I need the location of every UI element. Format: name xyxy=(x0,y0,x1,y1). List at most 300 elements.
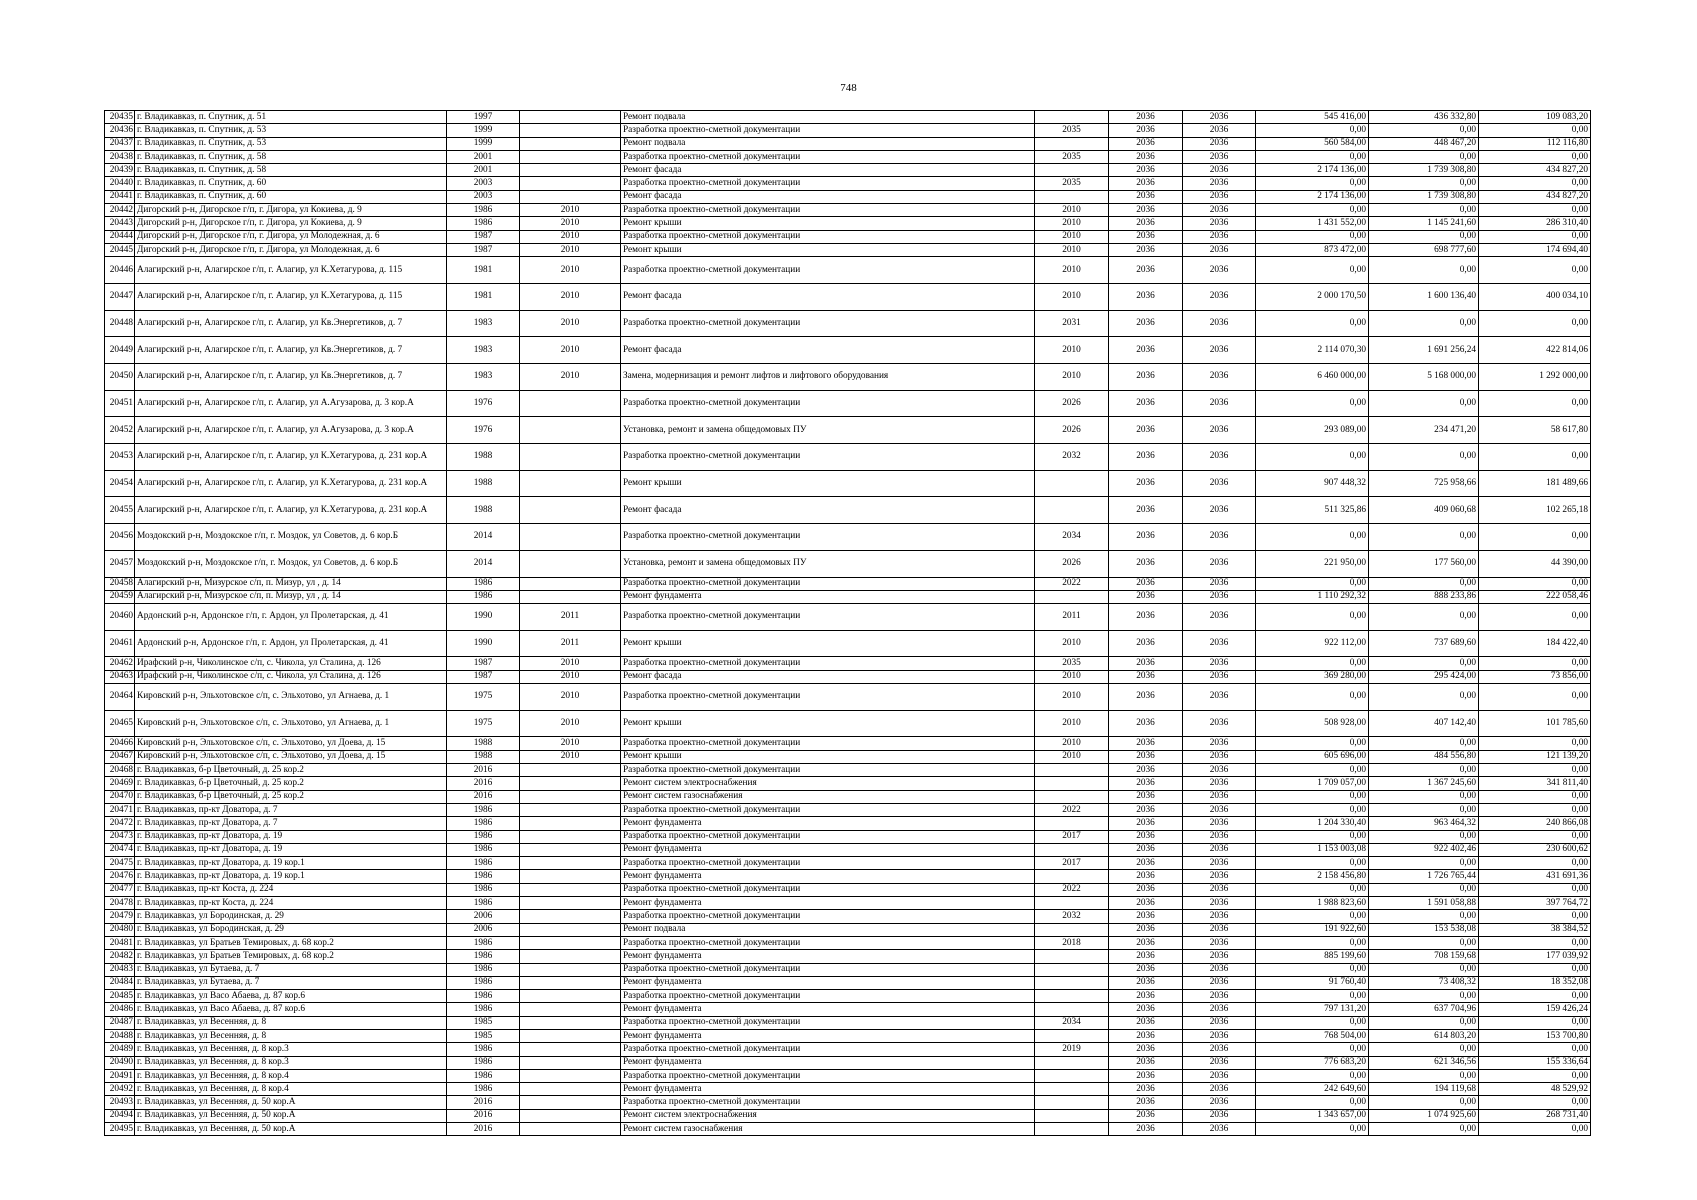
end-year-cell: 2036 xyxy=(1183,364,1256,391)
owner-cost-cell: 0,00 xyxy=(1479,150,1591,163)
owner-cost-cell: 174 694,40 xyxy=(1479,243,1591,256)
owner-cost-cell: 341 811,40 xyxy=(1479,777,1591,790)
fund-cost-cell: 621 346,56 xyxy=(1369,1056,1479,1069)
last-repair-year-cell xyxy=(520,390,621,417)
fund-cost-cell: 409 060,68 xyxy=(1369,497,1479,524)
last-repair-year-cell xyxy=(520,497,621,524)
table-row xyxy=(105,710,1591,737)
plan-year-cell xyxy=(1035,963,1109,976)
total-cost-cell: 0,00 xyxy=(1256,657,1369,670)
start-year-cell: 2036 xyxy=(1109,803,1183,816)
last-repair-year-cell: 2011 xyxy=(520,604,621,631)
build-year-cell: 1987 xyxy=(447,230,520,243)
fund-cost-cell: 1 591 058,88 xyxy=(1369,897,1479,910)
address-cell: Ирафский р-н, Чиколинское с/п, с. Чикола, ул Сталина, д. 126 xyxy=(135,670,447,683)
work-type-cell: Ремонт фундамента xyxy=(621,1003,1035,1016)
last-repair-year-cell xyxy=(520,1109,621,1122)
row-number-cell: 20464 xyxy=(105,684,135,711)
total-cost-cell: 6 460 000,00 xyxy=(1256,364,1369,391)
build-year-cell: 1986 xyxy=(447,590,520,603)
start-year-cell: 2036 xyxy=(1109,124,1183,137)
start-year-cell: 2036 xyxy=(1109,1109,1183,1122)
fund-cost-cell: 0,00 xyxy=(1369,910,1479,923)
row-number-cell: 20466 xyxy=(105,737,135,750)
end-year-cell: 2036 xyxy=(1183,590,1256,603)
total-cost-cell: 1 709 057,00 xyxy=(1256,777,1369,790)
end-year-cell: 2036 xyxy=(1183,963,1256,976)
owner-cost-cell: 0,00 xyxy=(1479,830,1591,843)
row-number-cell: 20448 xyxy=(105,310,135,337)
plan-year-cell: 2010 xyxy=(1035,337,1109,364)
work-type-cell: Ремонт систем электроснабжения xyxy=(621,1109,1035,1122)
plan-year-cell xyxy=(1035,1056,1109,1069)
table-row xyxy=(105,803,1591,816)
table-row xyxy=(105,164,1591,177)
last-repair-year-cell xyxy=(520,1043,621,1056)
address-cell: г. Владикавказ, п. Спутник, д. 53 xyxy=(135,137,447,150)
fund-cost-cell: 407 142,40 xyxy=(1369,710,1479,737)
owner-cost-cell: 0,00 xyxy=(1479,803,1591,816)
address-cell: г. Владикавказ, ул Весенняя, д. 50 кор.А xyxy=(135,1109,447,1122)
start-year-cell: 2036 xyxy=(1109,923,1183,936)
build-year-cell: 1986 xyxy=(447,217,520,230)
table-row xyxy=(105,150,1591,163)
address-cell: Дигорский р-н, Дигорское г/п, г. Дигора, ул Кокиева, д. 9 xyxy=(135,217,447,230)
owner-cost-cell: 112 116,80 xyxy=(1479,137,1591,150)
fund-cost-cell: 0,00 xyxy=(1369,124,1479,137)
build-year-cell: 1986 xyxy=(447,883,520,896)
work-type-cell: Разработка проектно-сметной документации xyxy=(621,1016,1035,1029)
start-year-cell: 2036 xyxy=(1109,444,1183,471)
work-type-cell: Разработка проектно-сметной документации xyxy=(621,577,1035,590)
end-year-cell: 2036 xyxy=(1183,230,1256,243)
last-repair-year-cell: 2010 xyxy=(520,337,621,364)
fund-cost-cell: 0,00 xyxy=(1369,177,1479,190)
row-number-cell: 20472 xyxy=(105,817,135,830)
owner-cost-cell: 0,00 xyxy=(1479,963,1591,976)
fund-cost-cell: 0,00 xyxy=(1369,444,1479,471)
build-year-cell: 1985 xyxy=(447,1016,520,1029)
owner-cost-cell: 431 691,36 xyxy=(1479,870,1591,883)
fund-cost-cell: 0,00 xyxy=(1369,204,1479,217)
row-number-cell: 20479 xyxy=(105,910,135,923)
start-year-cell: 2036 xyxy=(1109,1056,1183,1069)
fund-cost-cell: 0,00 xyxy=(1369,963,1479,976)
total-cost-cell: 0,00 xyxy=(1256,524,1369,551)
end-year-cell: 2036 xyxy=(1183,137,1256,150)
total-cost-cell: 0,00 xyxy=(1256,1123,1369,1136)
total-cost-cell: 0,00 xyxy=(1256,990,1369,1003)
end-year-cell: 2036 xyxy=(1183,923,1256,936)
table-row xyxy=(105,1069,1591,1082)
work-type-cell: Разработка проектно-сметной документации xyxy=(621,684,1035,711)
start-year-cell: 2036 xyxy=(1109,1096,1183,1109)
build-year-cell: 1988 xyxy=(447,470,520,497)
start-year-cell: 2036 xyxy=(1109,630,1183,657)
row-number-cell: 20457 xyxy=(105,550,135,577)
build-year-cell: 1986 xyxy=(447,817,520,830)
owner-cost-cell: 0,00 xyxy=(1479,124,1591,137)
row-number-cell: 20453 xyxy=(105,444,135,471)
work-type-cell: Разработка проектно-сметной документации xyxy=(621,204,1035,217)
fund-cost-cell: 0,00 xyxy=(1369,1096,1479,1109)
start-year-cell: 2036 xyxy=(1109,657,1183,670)
table-row xyxy=(105,137,1591,150)
work-type-cell: Ремонт фасада xyxy=(621,190,1035,203)
total-cost-cell: 0,00 xyxy=(1256,1069,1369,1082)
address-cell: Алагирский р-н, Мизурское с/п, п. Мизур, ул , д. 14 xyxy=(135,577,447,590)
last-repair-year-cell xyxy=(520,177,621,190)
end-year-cell: 2036 xyxy=(1183,190,1256,203)
plan-year-cell: 2026 xyxy=(1035,390,1109,417)
row-number-cell: 20441 xyxy=(105,190,135,203)
fund-cost-cell: 0,00 xyxy=(1369,990,1479,1003)
total-cost-cell: 0,00 xyxy=(1256,790,1369,803)
total-cost-cell: 91 760,40 xyxy=(1256,976,1369,989)
plan-year-cell xyxy=(1035,976,1109,989)
build-year-cell: 1986 xyxy=(447,857,520,870)
total-cost-cell: 873 472,00 xyxy=(1256,243,1369,256)
table-row xyxy=(105,830,1591,843)
fund-cost-cell: 1 691 256,24 xyxy=(1369,337,1479,364)
table-row xyxy=(105,1029,1591,1042)
owner-cost-cell: 0,00 xyxy=(1479,177,1591,190)
plan-year-cell xyxy=(1035,870,1109,883)
fund-cost-cell: 0,00 xyxy=(1369,150,1479,163)
last-repair-year-cell xyxy=(520,111,621,124)
owner-cost-cell: 0,00 xyxy=(1479,910,1591,923)
table-row xyxy=(105,524,1591,551)
address-cell: г. Владикавказ, п. Спутник, д. 53 xyxy=(135,124,447,137)
work-type-cell: Ремонт фундамента xyxy=(621,843,1035,856)
fund-cost-cell: 0,00 xyxy=(1369,684,1479,711)
plan-year-cell xyxy=(1035,1003,1109,1016)
work-type-cell: Ремонт фундамента xyxy=(621,590,1035,603)
total-cost-cell: 1 204 330,40 xyxy=(1256,817,1369,830)
address-cell: г. Владикавказ, п. Спутник, д. 58 xyxy=(135,164,447,177)
start-year-cell: 2036 xyxy=(1109,337,1183,364)
end-year-cell: 2036 xyxy=(1183,936,1256,949)
start-year-cell: 2036 xyxy=(1109,963,1183,976)
last-repair-year-cell xyxy=(520,1096,621,1109)
build-year-cell: 1986 xyxy=(447,976,520,989)
owner-cost-cell: 0,00 xyxy=(1479,1096,1591,1109)
start-year-cell: 2036 xyxy=(1109,524,1183,551)
work-type-cell: Ремонт подвала xyxy=(621,111,1035,124)
work-type-cell: Ремонт фундамента xyxy=(621,897,1035,910)
build-year-cell: 1976 xyxy=(447,390,520,417)
total-cost-cell: 1 153 003,08 xyxy=(1256,843,1369,856)
build-year-cell: 1976 xyxy=(447,417,520,444)
fund-cost-cell: 1 739 308,80 xyxy=(1369,190,1479,203)
table-row xyxy=(105,857,1591,870)
plan-year-cell: 2032 xyxy=(1035,444,1109,471)
end-year-cell: 2036 xyxy=(1183,164,1256,177)
build-year-cell: 1999 xyxy=(447,137,520,150)
table-row xyxy=(105,897,1591,910)
fund-cost-cell: 922 402,46 xyxy=(1369,843,1479,856)
build-year-cell: 1986 xyxy=(447,950,520,963)
build-year-cell: 2003 xyxy=(447,190,520,203)
address-cell: г. Владикавказ, ул Весенняя, д. 8 кор.4 xyxy=(135,1083,447,1096)
address-cell: г. Владикавказ, пр-кт Доватора, д. 7 xyxy=(135,817,447,830)
table-row xyxy=(105,1056,1591,1069)
end-year-cell: 2036 xyxy=(1183,684,1256,711)
total-cost-cell: 0,00 xyxy=(1256,857,1369,870)
end-year-cell: 2036 xyxy=(1183,470,1256,497)
row-number-cell: 20470 xyxy=(105,790,135,803)
build-year-cell: 1983 xyxy=(447,310,520,337)
last-repair-year-cell: 2010 xyxy=(520,283,621,310)
total-cost-cell: 2 114 070,30 xyxy=(1256,337,1369,364)
plan-year-cell xyxy=(1035,990,1109,1003)
address-cell: г. Владикавказ, ул Весенняя, д. 8 xyxy=(135,1029,447,1042)
fund-cost-cell: 0,00 xyxy=(1369,1043,1479,1056)
last-repair-year-cell xyxy=(520,777,621,790)
last-repair-year-cell xyxy=(520,164,621,177)
plan-year-cell xyxy=(1035,137,1109,150)
table-row xyxy=(105,364,1591,391)
table-row xyxy=(105,670,1591,683)
plan-year-cell: 2018 xyxy=(1035,936,1109,949)
start-year-cell: 2036 xyxy=(1109,111,1183,124)
work-type-cell: Ремонт крыши xyxy=(621,710,1035,737)
plan-year-cell xyxy=(1035,590,1109,603)
end-year-cell: 2036 xyxy=(1183,897,1256,910)
table-row xyxy=(105,337,1591,364)
fund-cost-cell: 484 556,80 xyxy=(1369,750,1479,763)
plan-year-cell: 2010 xyxy=(1035,230,1109,243)
last-repair-year-cell xyxy=(520,470,621,497)
owner-cost-cell: 181 489,66 xyxy=(1479,470,1591,497)
last-repair-year-cell xyxy=(520,950,621,963)
build-year-cell: 1988 xyxy=(447,444,520,471)
last-repair-year-cell xyxy=(520,843,621,856)
work-type-cell: Разработка проектно-сметной документации xyxy=(621,150,1035,163)
fund-cost-cell: 0,00 xyxy=(1369,657,1479,670)
total-cost-cell: 0,00 xyxy=(1256,257,1369,284)
start-year-cell: 2036 xyxy=(1109,590,1183,603)
owner-cost-cell: 286 310,40 xyxy=(1479,217,1591,230)
address-cell: Ардонский р-н, Ардонское г/п, г. Ардон, ул Пролетарская, д. 41 xyxy=(135,630,447,657)
row-number-cell: 20455 xyxy=(105,497,135,524)
work-type-cell: Ремонт крыши xyxy=(621,750,1035,763)
total-cost-cell: 885 199,60 xyxy=(1256,950,1369,963)
plan-year-cell xyxy=(1035,1123,1109,1136)
last-repair-year-cell: 2010 xyxy=(520,230,621,243)
owner-cost-cell: 18 352,08 xyxy=(1479,976,1591,989)
plan-year-cell xyxy=(1035,190,1109,203)
address-cell: Кировский р-н, Эльхотовское с/п, с. Эльхотово, ул Доева, д. 15 xyxy=(135,737,447,750)
end-year-cell: 2036 xyxy=(1183,830,1256,843)
owner-cost-cell: 153 700,80 xyxy=(1479,1029,1591,1042)
build-year-cell: 2016 xyxy=(447,764,520,777)
address-cell: г. Владикавказ, пр-кт Доватора, д. 19 кор.1 xyxy=(135,857,447,870)
last-repair-year-cell xyxy=(520,897,621,910)
end-year-cell: 2036 xyxy=(1183,550,1256,577)
end-year-cell: 2036 xyxy=(1183,670,1256,683)
row-number-cell: 20471 xyxy=(105,803,135,816)
row-number-cell: 20449 xyxy=(105,337,135,364)
plan-year-cell: 2010 xyxy=(1035,257,1109,284)
work-type-cell: Разработка проектно-сметной документации xyxy=(621,883,1035,896)
build-year-cell: 2001 xyxy=(447,164,520,177)
work-type-cell: Разработка проектно-сметной документации xyxy=(621,444,1035,471)
last-repair-year-cell: 2010 xyxy=(520,243,621,256)
owner-cost-cell: 0,00 xyxy=(1479,577,1591,590)
work-type-cell: Разработка проектно-сметной документации xyxy=(621,1069,1035,1082)
end-year-cell: 2036 xyxy=(1183,111,1256,124)
plan-year-cell xyxy=(1035,817,1109,830)
owner-cost-cell: 58 617,80 xyxy=(1479,417,1591,444)
start-year-cell: 2036 xyxy=(1109,190,1183,203)
build-year-cell: 1986 xyxy=(447,1056,520,1069)
table-row xyxy=(105,777,1591,790)
owner-cost-cell: 0,00 xyxy=(1479,1043,1591,1056)
start-year-cell: 2036 xyxy=(1109,470,1183,497)
owner-cost-cell: 0,00 xyxy=(1479,230,1591,243)
row-number-cell: 20459 xyxy=(105,590,135,603)
fund-cost-cell: 0,00 xyxy=(1369,310,1479,337)
last-repair-year-cell: 2010 xyxy=(520,364,621,391)
fund-cost-cell: 194 119,68 xyxy=(1369,1083,1479,1096)
fund-cost-cell: 0,00 xyxy=(1369,1123,1479,1136)
end-year-cell: 2036 xyxy=(1183,1109,1256,1122)
plan-year-cell xyxy=(1035,111,1109,124)
table-row xyxy=(105,590,1591,603)
address-cell: Алагирский р-н, Алагирское г/п, г. Алагир, ул К.Хетагурова, д. 231 кор.А xyxy=(135,497,447,524)
address-cell: г. Владикавказ, б-р Цветочный, д. 25 кор.2 xyxy=(135,764,447,777)
owner-cost-cell: 0,00 xyxy=(1479,737,1591,750)
address-cell: Алагирский р-н, Алагирское г/п, г. Алагир, ул Кв.Энергетиков, д. 7 xyxy=(135,337,447,364)
fund-cost-cell: 614 803,20 xyxy=(1369,1029,1479,1042)
build-year-cell: 1986 xyxy=(447,1083,520,1096)
table-row xyxy=(105,444,1591,471)
total-cost-cell: 221 950,00 xyxy=(1256,550,1369,577)
row-number-cell: 20492 xyxy=(105,1083,135,1096)
start-year-cell: 2036 xyxy=(1109,1016,1183,1029)
end-year-cell: 2036 xyxy=(1183,910,1256,923)
table-row xyxy=(105,230,1591,243)
start-year-cell: 2036 xyxy=(1109,150,1183,163)
plan-year-cell xyxy=(1035,1029,1109,1042)
start-year-cell: 2036 xyxy=(1109,684,1183,711)
owner-cost-cell: 0,00 xyxy=(1479,790,1591,803)
build-year-cell: 1981 xyxy=(447,283,520,310)
plan-year-cell xyxy=(1035,1096,1109,1109)
total-cost-cell: 2 174 136,00 xyxy=(1256,190,1369,203)
build-year-cell: 1986 xyxy=(447,843,520,856)
address-cell: г. Владикавказ, ул Весенняя, д. 8 кор.3 xyxy=(135,1056,447,1069)
start-year-cell: 2036 xyxy=(1109,1003,1183,1016)
row-number-cell: 20486 xyxy=(105,1003,135,1016)
row-number-cell: 20495 xyxy=(105,1123,135,1136)
last-repair-year-cell: 2011 xyxy=(520,630,621,657)
last-repair-year-cell xyxy=(520,990,621,1003)
plan-year-cell xyxy=(1035,497,1109,524)
end-year-cell: 2036 xyxy=(1183,777,1256,790)
total-cost-cell: 0,00 xyxy=(1256,230,1369,243)
build-year-cell: 1990 xyxy=(447,630,520,657)
total-cost-cell: 0,00 xyxy=(1256,124,1369,137)
address-cell: г. Владикавказ, пр-кт Коста, д. 224 xyxy=(135,897,447,910)
table-row xyxy=(105,577,1591,590)
total-cost-cell: 0,00 xyxy=(1256,737,1369,750)
address-cell: Алагирский р-н, Мизурское с/п, п. Мизур, ул , д. 14 xyxy=(135,590,447,603)
owner-cost-cell: 0,00 xyxy=(1479,764,1591,777)
owner-cost-cell: 0,00 xyxy=(1479,1123,1591,1136)
plan-year-cell: 2011 xyxy=(1035,604,1109,631)
start-year-cell: 2036 xyxy=(1109,857,1183,870)
owner-cost-cell: 101 785,60 xyxy=(1479,710,1591,737)
work-type-cell: Ремонт фасада xyxy=(621,670,1035,683)
owner-cost-cell: 38 384,52 xyxy=(1479,923,1591,936)
build-year-cell: 1987 xyxy=(447,243,520,256)
table-row xyxy=(105,283,1591,310)
end-year-cell: 2036 xyxy=(1183,524,1256,551)
row-number-cell: 20462 xyxy=(105,657,135,670)
start-year-cell: 2036 xyxy=(1109,577,1183,590)
last-repair-year-cell xyxy=(520,124,621,137)
end-year-cell: 2036 xyxy=(1183,990,1256,1003)
row-number-cell: 20442 xyxy=(105,204,135,217)
total-cost-cell: 369 280,00 xyxy=(1256,670,1369,683)
plan-year-cell: 2035 xyxy=(1035,657,1109,670)
table-row xyxy=(105,1123,1591,1136)
start-year-cell: 2036 xyxy=(1109,257,1183,284)
start-year-cell: 2036 xyxy=(1109,390,1183,417)
work-type-cell: Ремонт фундамента xyxy=(621,1029,1035,1042)
total-cost-cell: 922 112,00 xyxy=(1256,630,1369,657)
start-year-cell: 2036 xyxy=(1109,764,1183,777)
owner-cost-cell: 0,00 xyxy=(1479,604,1591,631)
last-repair-year-cell xyxy=(520,137,621,150)
plan-year-cell xyxy=(1035,950,1109,963)
plan-year-cell xyxy=(1035,843,1109,856)
work-type-cell: Разработка проектно-сметной документации xyxy=(621,737,1035,750)
end-year-cell: 2036 xyxy=(1183,283,1256,310)
owner-cost-cell: 73 856,00 xyxy=(1479,670,1591,683)
row-number-cell: 20477 xyxy=(105,883,135,896)
row-number-cell: 20463 xyxy=(105,670,135,683)
plan-year-cell xyxy=(1035,470,1109,497)
table-row xyxy=(105,923,1591,936)
fund-cost-cell: 0,00 xyxy=(1369,604,1479,631)
start-year-cell: 2036 xyxy=(1109,283,1183,310)
end-year-cell: 2036 xyxy=(1183,710,1256,737)
table-row xyxy=(105,124,1591,137)
total-cost-cell: 0,00 xyxy=(1256,963,1369,976)
end-year-cell: 2036 xyxy=(1183,803,1256,816)
last-repair-year-cell xyxy=(520,590,621,603)
total-cost-cell: 1 988 823,60 xyxy=(1256,897,1369,910)
start-year-cell: 2036 xyxy=(1109,364,1183,391)
end-year-cell: 2036 xyxy=(1183,1016,1256,1029)
build-year-cell: 1981 xyxy=(447,257,520,284)
build-year-cell: 2006 xyxy=(447,923,520,936)
end-year-cell: 2036 xyxy=(1183,883,1256,896)
work-type-cell: Разработка проектно-сметной документации xyxy=(621,604,1035,631)
work-type-cell: Разработка проектно-сметной документации xyxy=(621,803,1035,816)
table-row xyxy=(105,604,1591,631)
total-cost-cell: 0,00 xyxy=(1256,1096,1369,1109)
address-cell: г. Владикавказ, п. Спутник, д. 58 xyxy=(135,150,447,163)
last-repair-year-cell xyxy=(520,150,621,163)
last-repair-year-cell xyxy=(520,417,621,444)
address-cell: г. Владикавказ, ул Бутаева, д. 7 xyxy=(135,963,447,976)
work-type-cell: Разработка проектно-сметной документации xyxy=(621,764,1035,777)
start-year-cell: 2036 xyxy=(1109,883,1183,896)
